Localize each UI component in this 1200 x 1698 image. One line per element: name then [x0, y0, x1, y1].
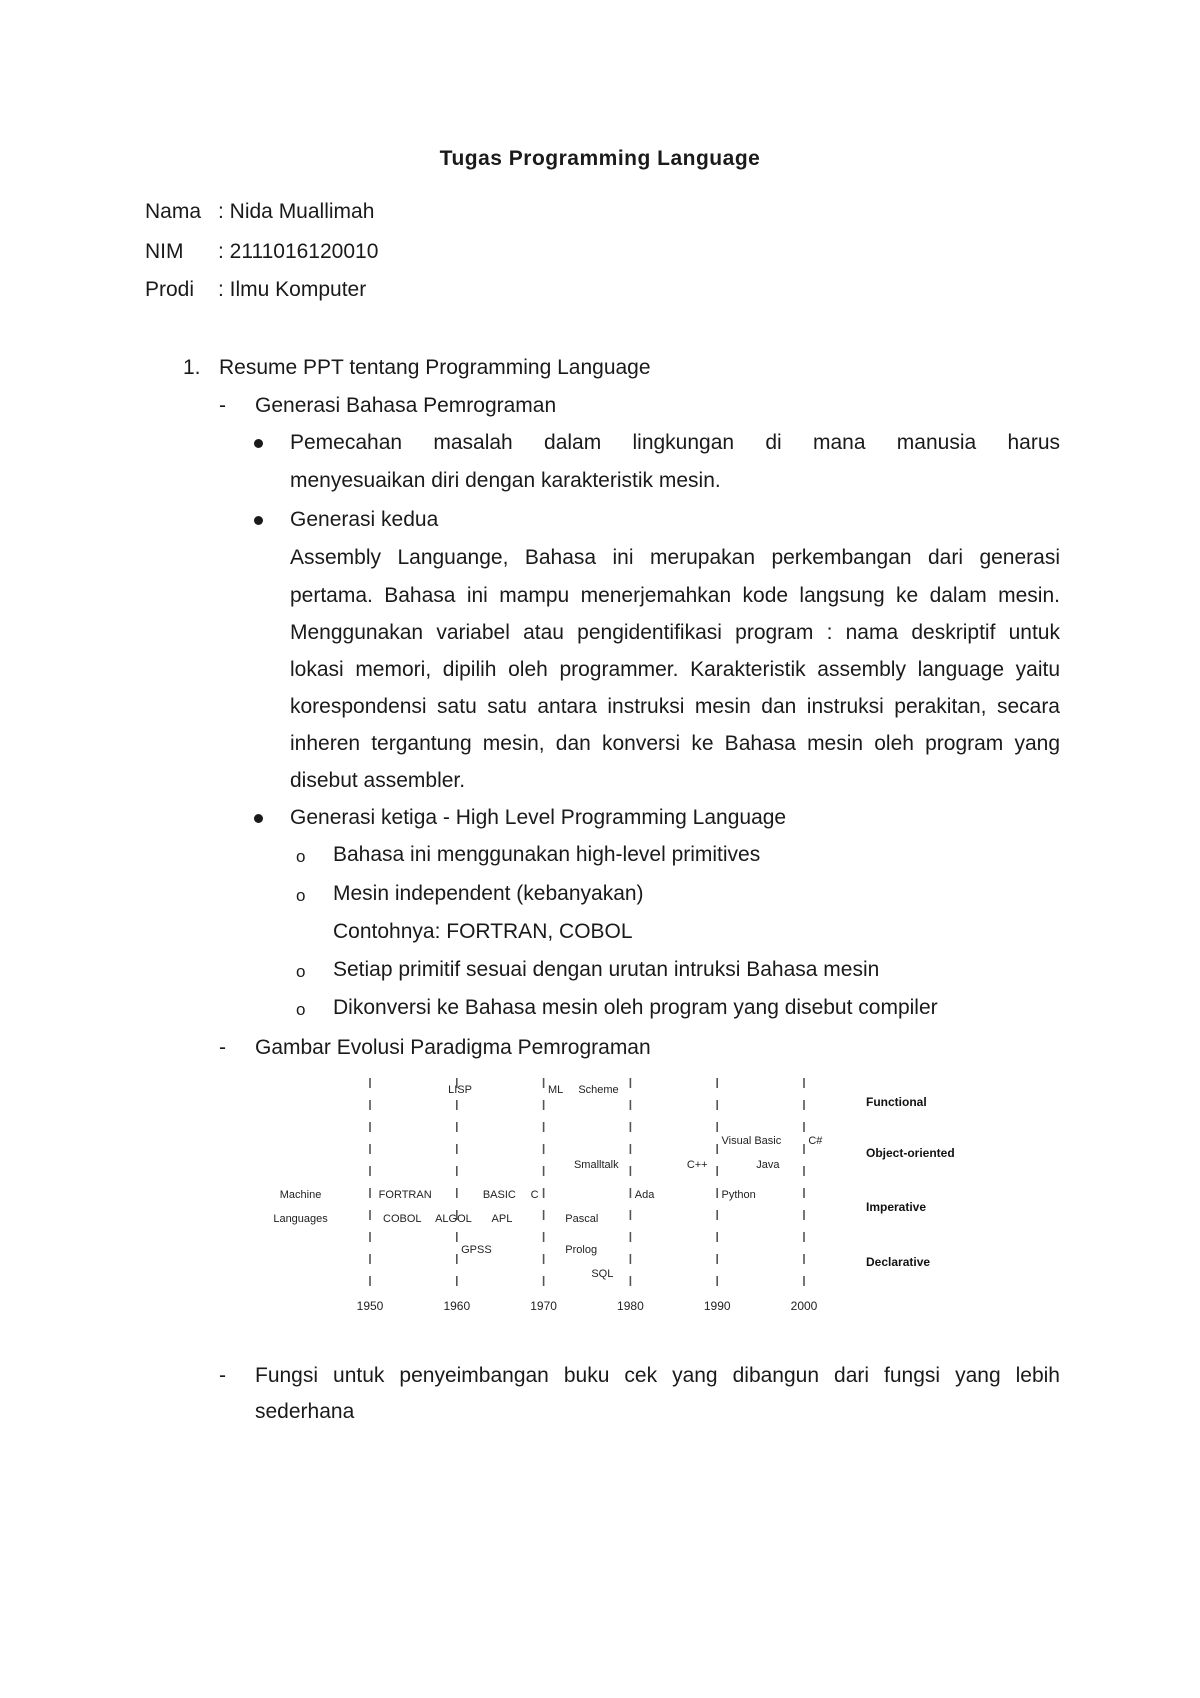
language-label: Ada — [634, 1189, 655, 1201]
sub-item: Setiap primitif sesuai dengan urutan intruksi Bahasa mesin — [333, 958, 880, 981]
identity-label-nim: NIM — [145, 240, 184, 263]
paradigm-label: Declarative — [866, 1255, 931, 1269]
language-label: LISP — [448, 1084, 472, 1096]
paragraph-line: inheren tergantung mesin, dan konversi ke Bahasa mesin oleh program yang — [290, 732, 1060, 755]
dash-marker: - — [219, 1364, 226, 1387]
dash-item-fungsi-line: sederhana — [255, 1400, 355, 1423]
sub-item: Bahasa ini menggunakan high-level primitives — [333, 843, 761, 866]
sub-item: Mesin independent (kebanyakan) — [333, 882, 644, 905]
language-label: SQL — [591, 1268, 614, 1280]
identity-value-prodi: : Ilmu Komputer — [218, 278, 367, 301]
identity-label-prodi: Prodi — [145, 278, 195, 301]
paragraph-line: korespondensi satu satu antara instruksi mesin dan instruksi perakitan, secara — [290, 695, 1060, 718]
bullet-title: Generasi kedua — [290, 508, 439, 531]
language-label: Visual Basic — [721, 1135, 782, 1147]
language-label: ML — [547, 1084, 564, 1096]
language-label: Prolog — [565, 1244, 598, 1256]
paragraph-line: lokasi memori, dipilih oleh programmer. Karakteristik assembly language yaitu — [290, 658, 1060, 681]
language-label: Machine — [279, 1189, 322, 1201]
identity-value-nim: : 2111016120010 — [218, 240, 379, 263]
identity-value-nama: : Nida Muallimah — [218, 200, 375, 223]
language-label: C# — [808, 1135, 823, 1147]
paragraph-line: disebut assembler. — [290, 769, 466, 792]
paragraph-line: pertama. Bahasa ini mampu menerjemahkan kode langsung ke dalam mesin. — [290, 584, 1060, 607]
language-label: Pascal — [565, 1213, 599, 1225]
circle-bullet-icon: o — [296, 962, 306, 981]
page-title: Tugas Programming Language — [439, 147, 761, 170]
language-label: Python — [721, 1189, 756, 1201]
language-label: BASIC — [482, 1189, 516, 1201]
x-tick-label: 1970 — [530, 1299, 557, 1313]
x-tick-label: 2000 — [790, 1299, 818, 1313]
dash-item-gambar: Gambar Evolusi Paradigma Pemrograman — [255, 1036, 651, 1059]
bullet-text-line: Pemecahan masalah dalam lingkungan di mana manusia harus — [290, 431, 1060, 454]
circle-bullet-icon: o — [296, 886, 306, 905]
paradigm-label: Object-oriented — [866, 1146, 955, 1160]
x-tick-label: 1980 — [617, 1299, 644, 1313]
language-label: C — [530, 1189, 539, 1201]
language-label: Scheme — [578, 1084, 619, 1096]
language-label: C++ — [686, 1159, 708, 1171]
dash-marker: - — [219, 394, 226, 417]
x-tick-label: 1960 — [443, 1299, 471, 1313]
paradigm-label: Imperative — [866, 1200, 927, 1214]
language-label: GPSS — [461, 1244, 492, 1256]
circle-bullet-icon: o — [296, 1000, 306, 1019]
language-label: FORTRAN — [378, 1189, 432, 1201]
sub-item: Dikonversi ke Bahasa mesin oleh program yang disebut compiler — [333, 996, 938, 1019]
language-label: ALGOL — [435, 1213, 472, 1225]
language-label: APL — [491, 1213, 513, 1225]
identity-label-nama: Nama — [145, 200, 202, 223]
dash-item-fungsi-line: Fungsi untuk penyeimbangan buku cek yang dibangun dari fungsi yang lebih — [255, 1364, 1060, 1387]
dash-item-generasi: Generasi Bahasa Pemrograman — [255, 394, 557, 417]
bullet-title: Generasi ketiga - High Level Programming Language — [290, 806, 787, 829]
sub-item-continuation: Contohnya: FORTRAN, COBOL — [333, 920, 633, 943]
paragraph-line: Assembly Languange, Bahasa ini merupakan perkembangan dari generasi — [290, 546, 1060, 569]
language-label: Languages — [273, 1213, 328, 1225]
bullet-text-line: menyesuaikan diri dengan karakteristik mesin. — [290, 469, 721, 492]
dash-marker: - — [219, 1036, 226, 1059]
circle-bullet-icon: o — [296, 847, 306, 866]
section-heading: Resume PPT tentang Programming Language — [219, 356, 651, 379]
paradigm-label: Functional — [866, 1095, 927, 1109]
section-number: 1. — [183, 356, 201, 379]
x-tick-label: 1950 — [356, 1299, 384, 1313]
paragraph-line: Menggunakan variabel atau pengidentifikasi program : nama deskriptif untuk — [290, 621, 1060, 644]
x-tick-label: 1990 — [703, 1299, 731, 1313]
language-label: COBOL — [383, 1213, 422, 1225]
language-label: Smalltalk — [573, 1159, 619, 1171]
language-label: Java — [756, 1159, 780, 1171]
